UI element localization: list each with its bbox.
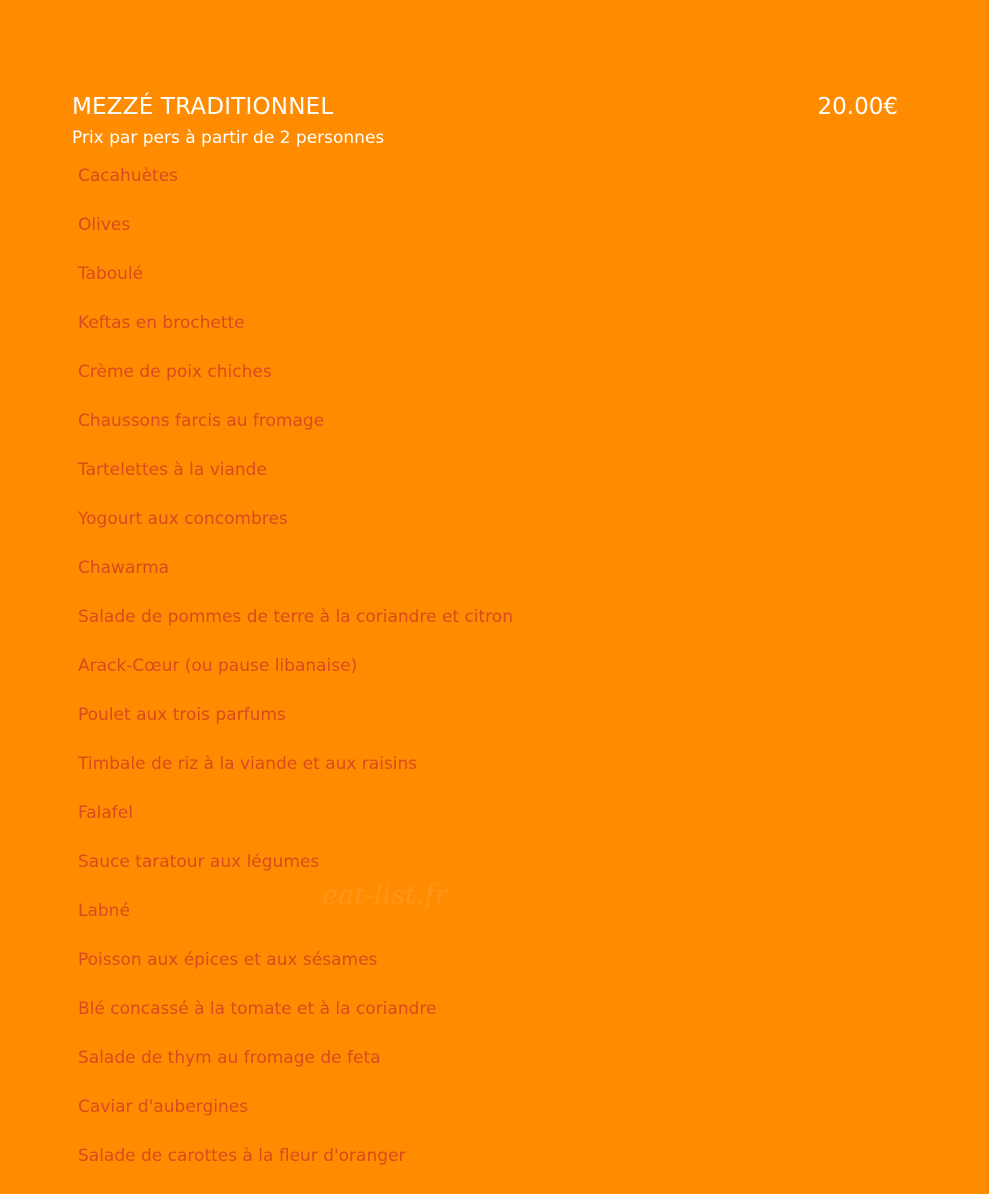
menu-items-list <box>72 165 898 1194</box>
menu-subtitle: Prix par pers à partir de 2 personnes <box>72 128 385 148</box>
menu-price: 20.00€ <box>817 94 898 120</box>
menu-item: Falafel <box>78 803 133 823</box>
menu-item: Salade de carottes à la fleur d'oranger <box>78 1146 406 1166</box>
menu-item: Keftas en brochette <box>78 313 245 333</box>
menu-item: Tartelettes à la viande <box>78 460 267 480</box>
menu-item: Timbale de riz à la viande et aux raisins <box>78 754 418 774</box>
menu-item: Olives <box>78 215 131 235</box>
menu-item: Cacahuètes <box>78 166 179 186</box>
menu-item: Taboulé <box>78 264 144 284</box>
menu-item: Salade de pommes de terre à la coriandre et citron <box>78 607 513 627</box>
menu-title: MEZZÉ TRADITIONNEL <box>72 94 334 120</box>
menu-item: Crème de poix chiches <box>78 362 272 382</box>
menu-section <box>72 92 898 1194</box>
menu-item: Yogourt aux concombres <box>78 509 288 529</box>
menu-item: Chawarma <box>78 558 170 578</box>
menu-item: Poisson aux épices et aux sésames <box>78 950 378 970</box>
menu-item: Arack-Cœur (ou pause libanaise) <box>78 656 358 676</box>
menu-item: Chaussons farcis au fromage <box>78 411 325 431</box>
watermark: eat-list.fr <box>322 880 448 911</box>
menu-item: Poulet aux trois parfums <box>78 705 286 725</box>
menu-item: Sauce taratour aux légumes <box>78 852 320 872</box>
menu-item: Caviar d'aubergines <box>78 1097 249 1117</box>
menu-item: Labné <box>78 901 130 921</box>
menu-item: Salade de thym au fromage de feta <box>78 1048 381 1068</box>
menu-item: Blé concassé à la tomate et à la coriandre <box>78 999 437 1019</box>
menu-header <box>72 92 898 126</box>
